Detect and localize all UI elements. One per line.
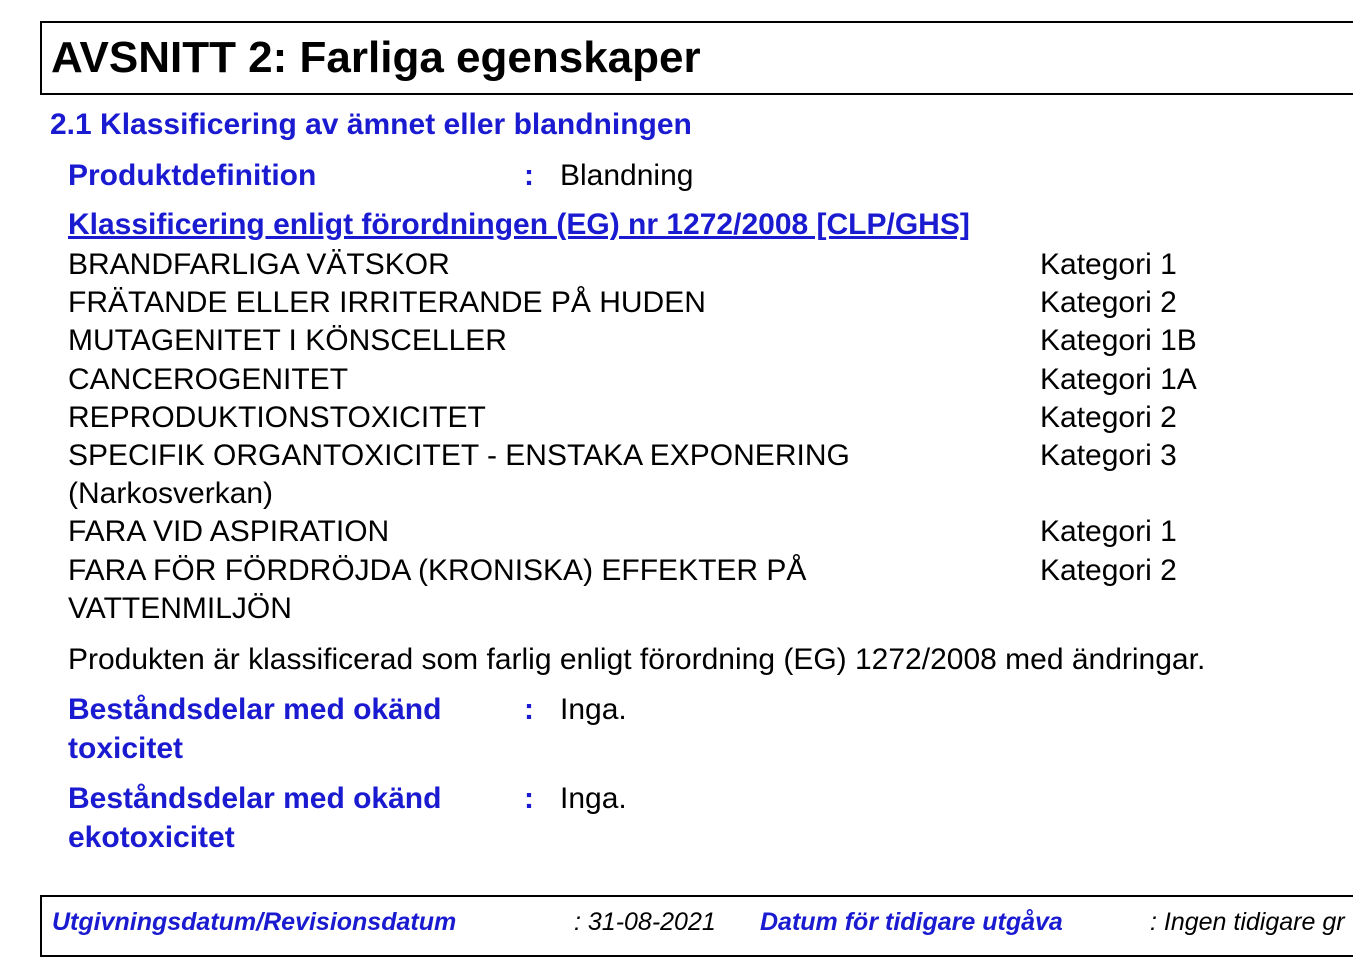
document-footer — [40, 895, 1353, 957]
hazard-row — [68, 284, 1348, 322]
hazard-category: Kategori 2 — [1040, 553, 1177, 587]
section-title: AVSNITT 2: Farliga egenskaper — [51, 33, 701, 82]
classification-statement: Produkten är klassificerad som farlig enligt förordning (EG) 1272/2008 med ändringar. — [68, 643, 1206, 676]
hazard-name: FRÄTANDE ELLER IRRITERANDE PÅ HUDEN — [68, 286, 706, 320]
hazard-row — [68, 437, 1348, 513]
hazard-row — [68, 246, 1348, 284]
unknown-toxicity-label: Beståndsdelar med okänd toxicitet — [68, 693, 442, 765]
hazard-name: BRANDFARLIGA VÄTSKOR — [68, 248, 450, 281]
hazard-name: MUTAGENITET I KÖNSCELLER — [68, 324, 507, 358]
unknown-ecotoxicity-value: Inga. — [560, 782, 627, 815]
clp-classification-heading: Klassificering enligt förordningen (EG) nr 1272/2008 [CLP/GHS] — [68, 208, 970, 241]
issue-date-value: : 31-08-2021 — [574, 908, 716, 936]
hazard-name: FARA VID ASPIRATION — [68, 515, 390, 549]
product-definition-value: Blandning — [560, 159, 694, 192]
hazard-row — [68, 552, 1348, 628]
product-definition-label: Produktdefinition — [68, 159, 317, 192]
hazard-category: Kategori 2 — [1040, 286, 1177, 320]
unknown-toxicity-separator: : — [524, 693, 534, 726]
previous-date-value: : Ingen tidigare gr — [1150, 908, 1345, 936]
hazard-name: REPRODUKTIONSTOXICITET — [68, 400, 486, 434]
hazard-row — [68, 513, 1348, 551]
hazard-category: Kategori 1 — [1040, 248, 1177, 281]
product-definition-separator: : — [524, 159, 534, 192]
subsection-title: 2.1 Klassificering av ämnet eller blandningen — [50, 108, 692, 141]
hazard-category: Kategori 1B — [1040, 324, 1197, 358]
hazard-row — [68, 361, 1348, 399]
hazard-classification-list — [68, 246, 1348, 628]
unknown-ecotoxicity-label: Beståndsdelar med okänd ekotoxicitet — [68, 782, 442, 854]
hazard-name: CANCEROGENITET — [68, 362, 349, 396]
unknown-toxicity-value: Inga. — [560, 693, 627, 726]
hazard-name: SPECIFIK ORGANTOXICITET - ENSTAKA EXPONERING (Narkosverkan) — [68, 439, 850, 511]
section-header-box — [40, 21, 1353, 95]
previous-date-label: Datum för tidigare utgåva — [760, 908, 1063, 936]
hazard-row — [68, 399, 1348, 437]
hazard-category: Kategori 1A — [1040, 362, 1197, 396]
hazard-name: FARA FÖR FÖRDRÖJDA (KRONISKA) EFFEKTER PÅ VATTENMILJÖN — [68, 553, 807, 625]
unknown-ecotoxicity-separator: : — [524, 782, 534, 815]
hazard-category: Kategori 1 — [1040, 515, 1177, 549]
issue-date-label: Utgivningsdatum/Revisionsdatum — [52, 908, 457, 936]
hazard-row — [68, 322, 1348, 360]
hazard-category: Kategori 3 — [1040, 439, 1177, 473]
hazard-category: Kategori 2 — [1040, 400, 1177, 434]
